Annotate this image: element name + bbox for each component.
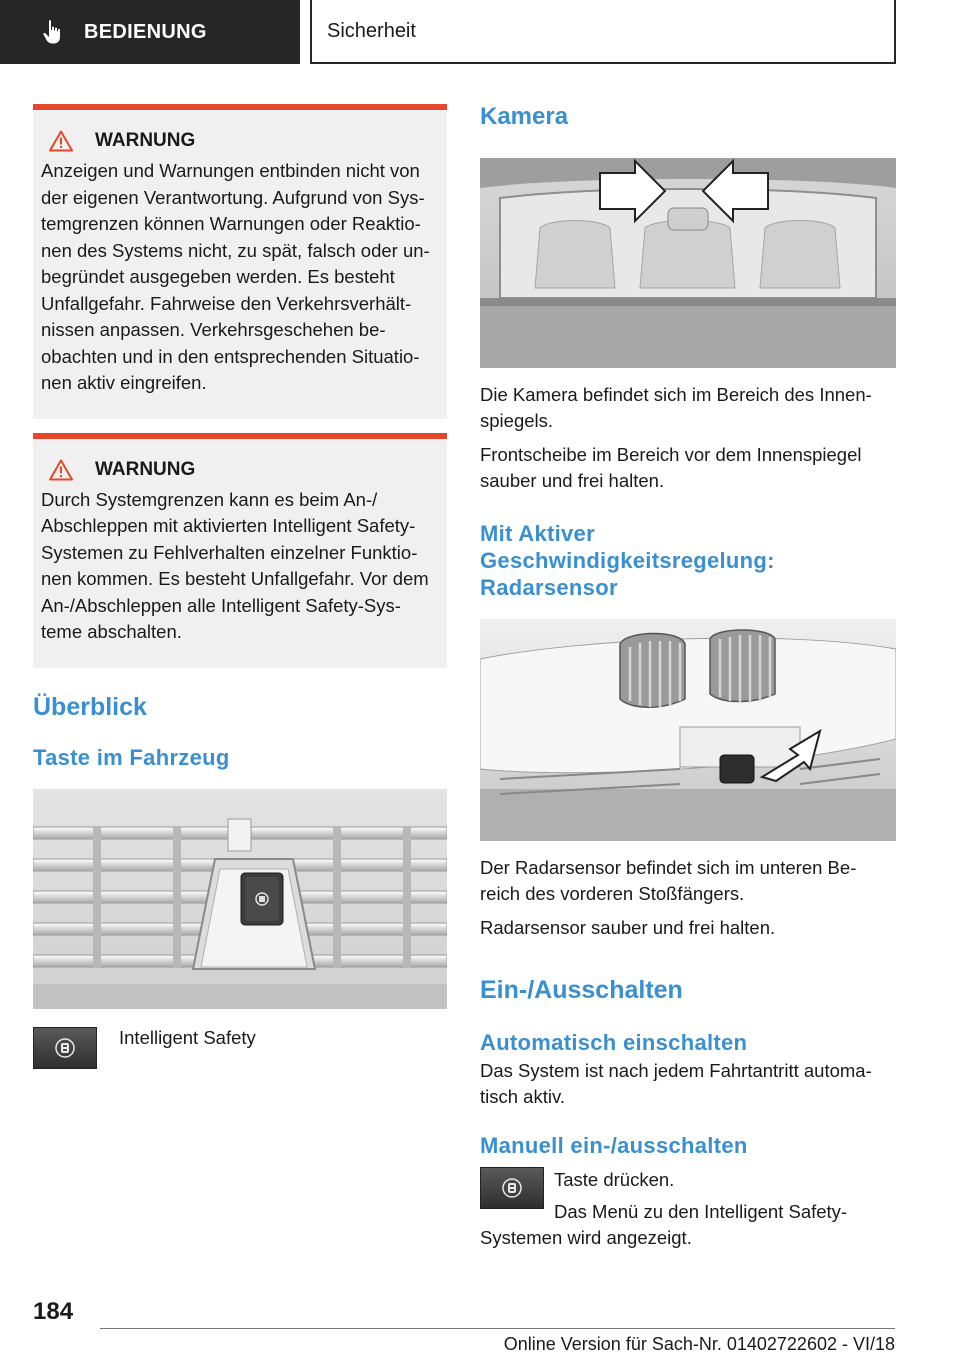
page-header: [0, 0, 960, 66]
warning-triangle-icon: [49, 130, 73, 152]
camera-text-2: Frontscheibe im Bereich vor dem Innenspiegel sauber und frei halten.: [480, 444, 862, 491]
warning-text: Anzeigen und Warnungen entbinden nicht von der eigenen Verantwortung. Aufgrund von Sys-temgrenzen können Warnungen oder Reaktio-nen des Systems nicht, zu spät, falsch oder un-begründet ausgegeben werden. Es besteht Unfallgefahr. Fahrweise den Verkehrsverhält-nissen anpassen. Verkehrsgeschehen be-obachten und in den entsprechenden Situatio-nen aktiv eingreifen.: [41, 160, 430, 393]
warning-triangle-icon: [49, 459, 73, 481]
page-number: 184: [33, 1298, 74, 1325]
radar-heading: Mit Aktiver Geschwindigkeitsregelung: Radarsensor: [480, 521, 775, 600]
left-column: [33, 104, 447, 1069]
warning-text: Durch Systemgrenzen kann es beim An-/ Abschleppen mit aktivierten Intelligent Safety-Systemen zu Fehlverhalten einzelner Funktio-nen kommen. Es besteht Unfallgefahr. Vor dem An-/Abschleppen alle Intelligent Safety-Sys-teme abschalten.: [41, 488, 429, 642]
auto-text: Das System ist nach jedem Fahrtantritt automa-tisch aktiv.: [480, 1060, 872, 1107]
camera-heading: Kamera: [480, 103, 569, 130]
manual-heading: Manuell ein-/ausschalten: [480, 1133, 748, 1158]
radar-text-2: Radarsensor sauber und frei halten.: [480, 917, 776, 938]
auto-heading: Automatisch einschalten: [480, 1030, 748, 1055]
intelligent-safety-button-icon: [33, 1027, 97, 1069]
radar-text-1: Der Radarsensor befindet sich im unteren Be-reich des vorderen Stoßfängers.: [480, 857, 857, 904]
manual-step-1: Taste drücken.: [554, 1169, 675, 1190]
radar-image: [480, 619, 896, 841]
onoff-heading: Ein-/Ausschalten: [480, 976, 683, 1004]
footer-divider: [100, 1328, 895, 1329]
camera-text-1: Die Kamera befindet sich im Bereich des Innen-spiegels.: [480, 384, 872, 431]
chapter-tab: [0, 0, 300, 64]
camera-image: [480, 158, 896, 368]
footer-online-version: Online Version für Sach-Nr. 01402722602 - VI/18: [503, 1334, 895, 1354]
overview-heading: Überblick: [33, 692, 147, 721]
hand-pointer-icon: [40, 19, 66, 45]
manual-step-2: Das Menü zu den Intelligent Safety-Systemen wird angezeigt.: [480, 1201, 848, 1248]
vehicle-button-image: [33, 789, 447, 1009]
right-column: [480, 96, 896, 1251]
intelligent-safety-button-icon: [480, 1167, 544, 1209]
section-tab: [310, 0, 896, 64]
manual-steps: [480, 1167, 896, 1251]
warning-box-1: [33, 104, 447, 419]
chapter-label: BEDIENUNG: [84, 20, 207, 43]
section-title: Sicherheit: [327, 19, 416, 42]
warning-title: WARNUNG: [95, 458, 196, 480]
button-legend: [33, 1027, 447, 1069]
button-heading: Taste im Fahrzeug: [33, 744, 230, 770]
warning-box-2: [33, 433, 447, 668]
warning-title: WARNUNG: [95, 130, 196, 151]
button-caption: Intelligent Safety: [119, 1026, 256, 1048]
